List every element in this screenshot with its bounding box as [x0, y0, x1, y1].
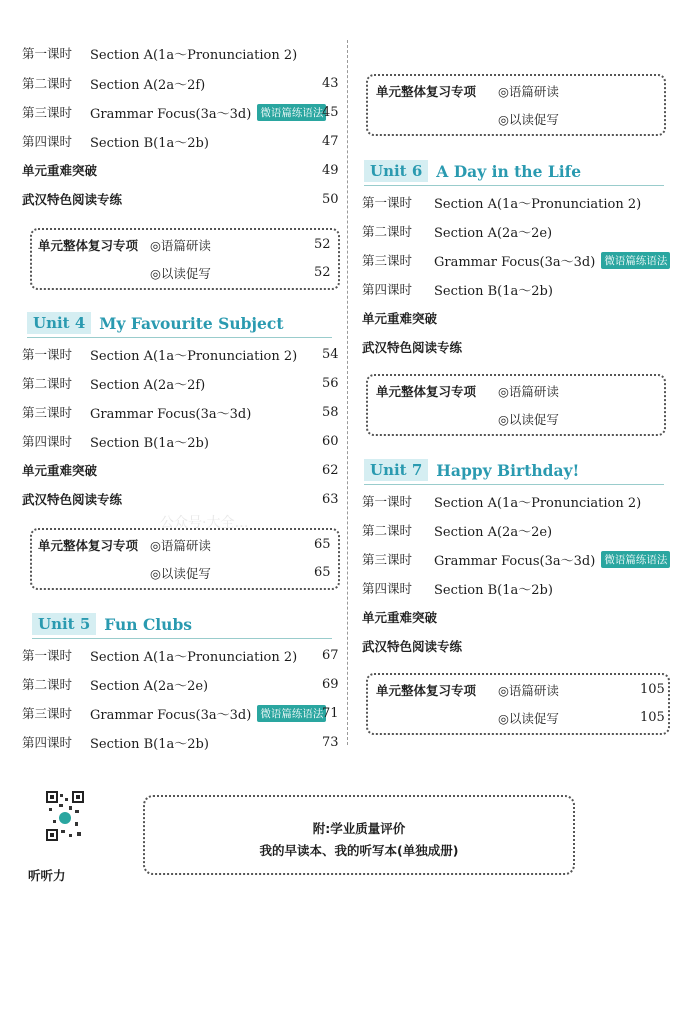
review-item[interactable]: ◎以读促写	[150, 266, 211, 281]
toc-row[interactable]	[362, 250, 670, 270]
page-number: 60	[322, 434, 339, 449]
review-title: 单元整体复习专项	[376, 384, 477, 399]
appendix-line-2: 我的早读本、我的听写本(单独成册)	[259, 843, 459, 858]
toc-row[interactable]	[362, 520, 552, 540]
section-label: 武汉特色阅读专练	[22, 192, 123, 207]
unit-underline	[27, 337, 332, 338]
page-number: 45	[322, 105, 339, 120]
page-number: 65	[314, 537, 331, 552]
lesson-label: 第三课时	[22, 706, 73, 721]
lesson-label: 第四课时	[22, 434, 73, 449]
page-number: 54	[322, 347, 339, 362]
review-item[interactable]: ◎语篇研读	[150, 238, 211, 253]
page-number: 105	[640, 710, 665, 725]
appendix-line-1: 附:学业质量评价	[312, 821, 406, 836]
unit-header[interactable]	[364, 159, 581, 183]
lesson-label: 第四课时	[362, 581, 413, 596]
page-number: 58	[322, 405, 339, 420]
lesson-topic: Grammar Focus(3a～3d)	[90, 106, 252, 122]
toc-row-extra[interactable]	[362, 607, 437, 627]
review-item[interactable]: ◎以读促写	[498, 412, 559, 427]
section-label: 单元重难突破	[22, 463, 98, 478]
lesson-topic: Section A(2a～2f)	[90, 77, 206, 93]
review-box	[366, 374, 666, 436]
lesson-label: 第一课时	[362, 195, 413, 210]
lesson-label: 第二课时	[22, 677, 73, 692]
toc-row[interactable]	[362, 491, 641, 511]
unit-header[interactable]	[364, 458, 579, 482]
page-number: 65	[314, 565, 331, 580]
column-divider	[347, 40, 348, 745]
lesson-topic: Section A(1a～Pronunciation 2)	[90, 649, 298, 665]
lesson-label: 第一课时	[22, 347, 73, 362]
unit-badge: Unit 7	[364, 459, 428, 481]
lesson-topic: Section B(1a～2b)	[90, 135, 209, 151]
review-item[interactable]: ◎以读促写	[150, 566, 211, 581]
review-box	[30, 528, 340, 590]
lesson-topic: Grammar Focus(3a～3d)	[434, 254, 596, 270]
lesson-topic: Grammar Focus(3a～3d)	[90, 707, 252, 723]
review-item[interactable]: ◎以读促写	[498, 711, 559, 726]
page-number: 47	[322, 134, 339, 149]
unit-header[interactable]	[32, 612, 192, 636]
lesson-topic: Grammar Focus(3a～3d)	[434, 553, 596, 569]
lesson-topic: Section B(1a～2b)	[90, 435, 209, 451]
qr-code-icon[interactable]	[45, 790, 85, 842]
section-label: 武汉特色阅读专练	[362, 340, 463, 355]
lesson-topic: Section A(2a～2e)	[90, 678, 209, 694]
toc-row-extra[interactable]	[22, 460, 97, 480]
page-number: 43	[322, 76, 339, 91]
toc-row[interactable]	[22, 431, 209, 451]
lesson-label: 第三课时	[362, 552, 413, 567]
page-number: 56	[322, 376, 339, 391]
review-item[interactable]: ◎语篇研读	[498, 384, 559, 399]
toc-row-extra[interactable]	[22, 160, 97, 180]
toc-row[interactable]	[362, 221, 552, 241]
toc-row-extra[interactable]	[362, 636, 462, 656]
review-box	[30, 228, 340, 290]
toc-row[interactable]	[362, 578, 553, 598]
unit-underline	[364, 185, 664, 186]
page-number: 71	[322, 706, 339, 721]
section-label: 武汉特色阅读专练	[362, 639, 463, 654]
unit-title: Happy Birthday!	[436, 460, 580, 480]
lesson-label: 第四课时	[362, 282, 413, 297]
review-item[interactable]: ◎语篇研读	[498, 84, 559, 99]
lesson-topic: Grammar Focus(3a～3d)	[90, 406, 252, 422]
toc-row-extra[interactable]	[22, 189, 122, 209]
section-label: 单元重难突破	[362, 311, 438, 326]
lesson-topic: Section B(1a～2b)	[434, 283, 553, 299]
unit-title: My Favourite Subject	[99, 313, 284, 333]
page-number: 105	[640, 682, 665, 697]
review-box	[366, 74, 666, 136]
lesson-topic: Section B(1a～2b)	[90, 736, 209, 752]
grammar-tag: 微语篇练语法	[257, 104, 326, 121]
unit-badge: Unit 5	[32, 613, 96, 635]
lesson-label: 第三课时	[22, 105, 73, 120]
review-item[interactable]: ◎语篇研读	[150, 538, 211, 553]
review-title: 单元整体复习专项	[38, 238, 139, 253]
toc-row[interactable]	[22, 344, 297, 364]
lesson-topic: Section B(1a～2b)	[434, 582, 553, 598]
grammar-tag: 微语篇练语法	[601, 551, 670, 568]
review-title: 单元整体复习专项	[376, 683, 477, 698]
unit-title: Fun Clubs	[104, 614, 193, 634]
toc-row[interactable]	[22, 73, 205, 93]
qr-label: 听听力	[28, 868, 66, 883]
toc-row[interactable]	[22, 645, 297, 665]
unit-header[interactable]	[27, 311, 284, 335]
lesson-label: 第二课时	[362, 224, 413, 239]
lesson-topic: Section A(1a～Pronunciation 2)	[434, 196, 642, 212]
page-number: 69	[322, 677, 339, 692]
page-number: 49	[322, 163, 339, 178]
lesson-label: 第二课时	[22, 76, 73, 91]
toc-row[interactable]	[22, 43, 297, 63]
toc-row[interactable]	[22, 131, 209, 151]
lesson-topic: Section A(1a～Pronunciation 2)	[90, 47, 298, 63]
lesson-label: 第一课时	[362, 494, 413, 509]
toc-row[interactable]	[22, 674, 208, 694]
page-number: 73	[322, 735, 339, 750]
page-number: 62	[322, 463, 339, 478]
section-label: 单元重难突破	[362, 610, 438, 625]
page-number: 52	[314, 265, 331, 280]
unit-badge: Unit 6	[364, 160, 428, 182]
toc-row-extra[interactable]	[362, 337, 462, 357]
page-number: 67	[322, 648, 339, 663]
lesson-label: 第四课时	[22, 134, 73, 149]
lesson-topic: Section A(1a～Pronunciation 2)	[434, 495, 642, 511]
review-box	[366, 673, 670, 735]
unit-underline	[32, 638, 332, 639]
review-item[interactable]: ◎语篇研读	[498, 683, 559, 698]
unit-badge: Unit 4	[27, 312, 91, 334]
review-title: 单元整体复习专项	[376, 84, 477, 99]
toc-row[interactable]	[22, 373, 205, 393]
appendix-box	[143, 795, 575, 875]
page-number: 52	[314, 237, 331, 252]
review-item[interactable]: ◎以读促写	[498, 112, 559, 127]
toc-row[interactable]	[22, 703, 326, 723]
page-number: 63	[322, 492, 339, 507]
page-number: 50	[322, 192, 339, 207]
review-title: 单元整体复习专项	[38, 538, 139, 553]
lesson-label: 第一课时	[22, 648, 73, 663]
toc-row[interactable]	[22, 732, 209, 752]
unit-underline	[364, 484, 664, 485]
lesson-label: 第二课时	[22, 376, 73, 391]
unit-title: A Day in the Life	[436, 161, 582, 181]
lesson-label: 第四课时	[22, 735, 73, 750]
toc-row-extra[interactable]	[362, 308, 437, 328]
section-label: 单元重难突破	[22, 163, 98, 178]
section-label: 武汉特色阅读专练	[22, 492, 123, 507]
grammar-tag: 微语篇练语法	[601, 252, 670, 269]
lesson-label: 第一课时	[22, 46, 73, 61]
toc-row-extra[interactable]	[22, 489, 122, 509]
toc-row[interactable]	[362, 279, 553, 299]
toc-row[interactable]	[22, 402, 251, 422]
lesson-topic: Section A(1a～Pronunciation 2)	[90, 348, 298, 364]
toc-row[interactable]	[362, 549, 670, 569]
lesson-label: 第三课时	[362, 253, 413, 268]
toc-row[interactable]	[362, 192, 641, 212]
lesson-topic: Section A(2a～2e)	[434, 524, 553, 540]
toc-row[interactable]	[22, 102, 326, 122]
lesson-label: 第三课时	[22, 405, 73, 420]
lesson-topic: Section A(2a～2e)	[434, 225, 553, 241]
lesson-label: 第二课时	[362, 523, 413, 538]
lesson-topic: Section A(2a～2f)	[90, 377, 206, 393]
watermark: 公众号·大全…	[160, 515, 249, 531]
grammar-tag: 微语篇练语法	[257, 705, 326, 722]
